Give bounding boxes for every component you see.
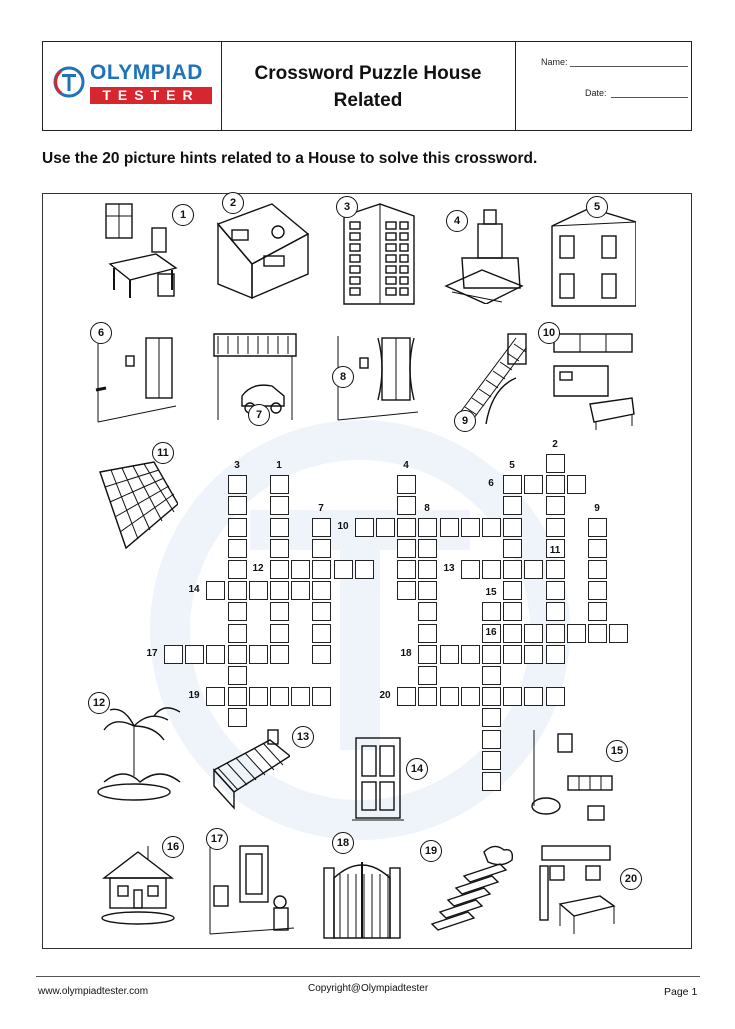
crossword-cell[interactable] (397, 581, 416, 600)
crossword-cell[interactable] (270, 602, 289, 621)
picture-hint-kitchen-icon (550, 326, 636, 432)
crossword-cell[interactable] (524, 687, 543, 706)
crossword-cell[interactable] (164, 645, 183, 664)
crossword-cell[interactable] (524, 624, 543, 643)
name-field[interactable] (570, 66, 688, 67)
crossword-cell[interactable] (503, 581, 522, 600)
logo-text-bottom: TESTER (90, 87, 212, 104)
olympiad-logo-icon (52, 65, 86, 99)
crossword-cell[interactable] (482, 560, 501, 579)
crossword-cell[interactable] (312, 602, 331, 621)
crossword-cell[interactable] (270, 645, 289, 664)
crossword-cell[interactable] (546, 454, 565, 473)
clue-number: 16 (485, 627, 497, 638)
clue-number: 20 (379, 690, 391, 701)
crossword-cell[interactable] (397, 475, 416, 494)
picture-hint-bedroom-icon (536, 840, 616, 936)
footer-divider (36, 976, 700, 977)
clue-number: 9 (594, 503, 600, 514)
crossword-cell[interactable] (440, 645, 459, 664)
crossword-cell[interactable] (206, 687, 225, 706)
clue-number: 18 (400, 648, 412, 659)
crossword-cell[interactable] (482, 751, 501, 770)
crossword-cell[interactable] (461, 687, 480, 706)
picture-hint-dining-room-icon (96, 198, 184, 302)
clue-number: 7 (318, 503, 324, 514)
crossword-cell[interactable] (440, 687, 459, 706)
crossword-cell[interactable] (270, 539, 289, 558)
crossword-cell[interactable] (546, 475, 565, 494)
crossword-cell[interactable] (270, 560, 289, 579)
footer-copyright: Copyright@Olympiadtester (308, 983, 429, 994)
crossword-cell[interactable] (546, 560, 565, 579)
clue-number: 19 (188, 690, 200, 701)
crossword-cell[interactable] (312, 645, 331, 664)
hint-number-badge: 7 (248, 404, 270, 426)
crossword-cell[interactable] (291, 560, 310, 579)
crossword-cell[interactable] (546, 687, 565, 706)
crossword-cell[interactable] (228, 475, 247, 494)
crossword-cell[interactable] (312, 624, 331, 643)
crossword-cell[interactable] (228, 560, 247, 579)
crossword-cell[interactable] (418, 602, 437, 621)
crossword-cell[interactable] (588, 539, 607, 558)
hint-number-badge: 8 (332, 366, 354, 388)
crossword-cell[interactable] (270, 518, 289, 537)
crossword-cell[interactable] (503, 496, 522, 515)
crossword-cell[interactable] (461, 518, 480, 537)
crossword-cell[interactable] (228, 581, 247, 600)
crossword-cell[interactable] (312, 687, 331, 706)
crossword-cell[interactable] (461, 645, 480, 664)
crossword-cell[interactable] (418, 687, 437, 706)
crossword-cell[interactable] (524, 560, 543, 579)
crossword-cell[interactable] (482, 772, 501, 791)
crossword-cell[interactable] (228, 602, 247, 621)
clue-number: 5 (509, 460, 515, 471)
clue-number: 15 (485, 587, 497, 598)
crossword-cell[interactable] (376, 518, 395, 537)
footer-page-number: Page 1 (664, 986, 698, 998)
crossword-cell[interactable] (546, 645, 565, 664)
crossword-cell[interactable] (588, 518, 607, 537)
crossword-cell[interactable] (546, 624, 565, 643)
crossword-cell[interactable] (249, 687, 268, 706)
crossword-cell[interactable] (291, 581, 310, 600)
hint-number-badge: 17 (206, 828, 228, 850)
clue-number: 2 (552, 439, 558, 450)
hint-number-badge: 4 (446, 210, 468, 232)
crossword-cell[interactable] (418, 539, 437, 558)
clue-number: 8 (424, 503, 430, 514)
hint-number-badge: 5 (586, 196, 608, 218)
clue-number: 12 (252, 563, 264, 574)
crossword-cell[interactable] (185, 645, 204, 664)
crossword-cell[interactable] (312, 581, 331, 600)
crossword-cell[interactable] (503, 560, 522, 579)
crossword-cell[interactable] (503, 602, 522, 621)
crossword-cell[interactable] (228, 518, 247, 537)
crossword-cell[interactable] (206, 581, 225, 600)
crossword-cell[interactable] (482, 602, 501, 621)
crossword-cell[interactable] (312, 518, 331, 537)
crossword-cell[interactable] (228, 645, 247, 664)
crossword-cell[interactable] (291, 687, 310, 706)
crossword-cell[interactable] (482, 666, 501, 685)
crossword-cell[interactable] (503, 475, 522, 494)
logo (43, 42, 221, 132)
instructions: Use the 20 picture hints related to a House to solve this crossword. (42, 150, 538, 167)
hint-number-badge: 16 (162, 836, 184, 858)
hint-number-badge: 11 (152, 442, 174, 464)
crossword-cell[interactable] (270, 475, 289, 494)
clue-number: 6 (488, 478, 494, 489)
crossword-cell[interactable] (418, 581, 437, 600)
crossword-cell[interactable] (418, 645, 437, 664)
crossword-cell[interactable] (503, 624, 522, 643)
crossword-cell[interactable] (397, 539, 416, 558)
clue-number: 3 (234, 460, 240, 471)
date-field[interactable] (611, 97, 688, 98)
crossword-cell[interactable] (418, 518, 437, 537)
crossword-cell[interactable] (588, 560, 607, 579)
crossword-cell[interactable] (418, 624, 437, 643)
crossword-cell[interactable] (397, 518, 416, 537)
picture-hint-bathroom-icon (528, 726, 616, 828)
crossword-cell[interactable] (482, 708, 501, 727)
crossword-cell[interactable] (482, 518, 501, 537)
clue-number: 10 (337, 521, 349, 532)
crossword-cell[interactable] (228, 496, 247, 515)
crossword-cell[interactable] (270, 624, 289, 643)
crossword-cell[interactable] (312, 560, 331, 579)
hint-number-badge: 6 (90, 322, 112, 344)
crossword-cell[interactable] (334, 560, 353, 579)
hint-number-badge: 1 (172, 204, 194, 226)
crossword-cell[interactable] (397, 687, 416, 706)
picture-hint-garden-icon (94, 696, 184, 806)
clue-number: 17 (146, 648, 158, 659)
crossword-cell[interactable] (482, 687, 501, 706)
crossword-cell[interactable] (249, 581, 268, 600)
hint-number-badge: 2 (222, 192, 244, 214)
crossword-cell[interactable] (546, 496, 565, 515)
page-title: Crossword Puzzle House Related (254, 63, 482, 111)
crossword-cell[interactable] (503, 687, 522, 706)
crossword-cell[interactable] (524, 645, 543, 664)
picture-hint-door-icon (352, 728, 404, 824)
worksheet-header (42, 41, 692, 131)
clue-number: 4 (403, 460, 409, 471)
crossword-cell[interactable] (270, 687, 289, 706)
hint-number-badge: 20 (620, 868, 642, 890)
hint-number-badge: 12 (88, 692, 110, 714)
crossword-cell[interactable] (249, 645, 268, 664)
crossword-cell[interactable] (397, 560, 416, 579)
crossword-cell[interactable] (588, 624, 607, 643)
crossword-cell[interactable] (228, 539, 247, 558)
picture-hint-roof-icon (210, 728, 290, 814)
crossword-cell[interactable] (418, 666, 437, 685)
hint-number-badge: 10 (538, 322, 560, 344)
crossword-cell[interactable] (503, 518, 522, 537)
hint-number-badge: 15 (606, 740, 628, 762)
footer-website[interactable]: www.olympiadtester.com (38, 986, 149, 997)
hint-number-badge: 14 (406, 758, 428, 780)
date-label: Date: (585, 88, 607, 98)
logo-text-top: OLYMPIAD (90, 61, 203, 84)
crossword-cell[interactable] (482, 730, 501, 749)
crossword-cell[interactable] (567, 475, 586, 494)
crossword-cell[interactable] (524, 475, 543, 494)
name-label: Name: (541, 57, 568, 67)
picture-hint-gate-icon (320, 838, 402, 940)
crossword-cell[interactable] (270, 496, 289, 515)
crossword-cell[interactable] (588, 602, 607, 621)
crossword-cell[interactable] (440, 518, 459, 537)
crossword-cell[interactable] (228, 687, 247, 706)
clue-number: 11 (549, 545, 561, 556)
crossword-cell[interactable] (546, 518, 565, 537)
crossword-cell[interactable] (588, 581, 607, 600)
crossword-cell[interactable] (228, 708, 247, 727)
crossword-cell[interactable] (228, 666, 247, 685)
hint-number-badge: 19 (420, 840, 442, 862)
hint-number-badge: 9 (454, 410, 476, 432)
crossword-cell[interactable] (546, 602, 565, 621)
crossword-cell[interactable] (503, 539, 522, 558)
crossword-cell[interactable] (482, 645, 501, 664)
hint-number-badge: 13 (292, 726, 314, 748)
clue-number: 14 (188, 584, 200, 595)
crossword-cell[interactable] (567, 624, 586, 643)
crossword-cell[interactable] (546, 581, 565, 600)
hint-number-badge: 18 (332, 832, 354, 854)
picture-hint-tiled-floor-icon (96, 448, 178, 558)
clue-number: 1 (276, 460, 282, 471)
crossword-cell[interactable] (461, 560, 480, 579)
picture-hint-hallway-icon (206, 838, 296, 938)
crossword-cell[interactable] (397, 496, 416, 515)
crossword-cell[interactable] (503, 645, 522, 664)
crossword-cell[interactable] (206, 645, 225, 664)
hint-number-badge: 3 (336, 196, 358, 218)
crossword-cell[interactable] (228, 624, 247, 643)
crossword-cell[interactable] (355, 560, 374, 579)
crossword-cell[interactable] (355, 518, 374, 537)
header-divider (515, 42, 516, 130)
clue-number: 13 (443, 563, 455, 574)
crossword-cell[interactable] (418, 560, 437, 579)
crossword-cell[interactable] (609, 624, 628, 643)
crossword-cell[interactable] (270, 581, 289, 600)
crossword-cell[interactable] (312, 539, 331, 558)
